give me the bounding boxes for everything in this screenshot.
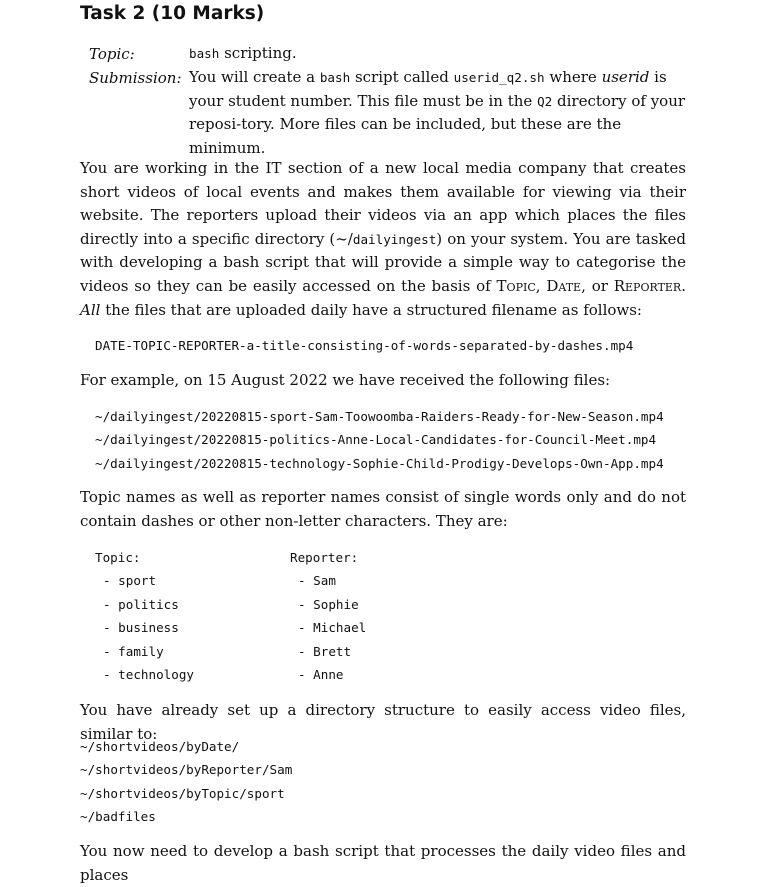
submission-text-3: where	[544, 68, 602, 86]
directory-line: ~/shortvideos/byTopic/sport	[80, 786, 285, 801]
intro-paragraph	[80, 157, 686, 322]
example-text: For example, on 15 August 2022 we have received the following files:	[80, 371, 611, 389]
directory-line: ~/badfiles	[80, 809, 156, 824]
topic-item: - business	[103, 620, 179, 635]
submission-text-5: directory of your reposi-tory. More files can be included, but these are the minimum.	[189, 91, 686, 157]
intro-text-1: You are working in the IT section of a new local media company that creates short videos of local events and makes them available for viewing via their website. The reporters upload their videos via an app which places the files directly into a specific directory (~/	[80, 159, 686, 248]
topic-label: Topic:	[89, 45, 135, 63]
submission-value	[189, 66, 689, 160]
topic-code: bash	[189, 46, 220, 61]
task-heading: Task 2 (10 Marks)	[80, 3, 265, 24]
example-file-1: ~/dailyingest/20220815-sport-Sam-Toowoomba-Raiders-Ready-for-New-Season.mp4	[95, 409, 664, 424]
topic-rest: scripting.	[219, 44, 297, 62]
intro-comma-2: , or	[581, 276, 614, 295]
example-file-3: ~/dailyingest/20220815-technology-Sophie-Child-Prodigy-Develops-Own-App.mp4	[95, 456, 664, 471]
reporter-item: - Anne	[298, 667, 344, 682]
topic-item: - sport	[103, 573, 157, 588]
submission-code-dir: Q2	[537, 93, 553, 109]
final-text: You now need to develop a bash script that processes the daily video files and places	[80, 842, 686, 884]
reporter-item: - Brett	[298, 644, 352, 659]
example-file-2: ~/dailyingest/20220815-politics-Anne-Local-Candidates-for-Council-Meet.mp4	[95, 432, 657, 447]
intro-text-3: .	[681, 276, 686, 295]
topic-item: - technology	[103, 667, 194, 682]
submission-label: Submission:	[89, 69, 182, 87]
submission-text-1: You will create a	[189, 68, 320, 86]
intro-text-2: ) on your system. You are tasked with developing a bash script that will provide a simple way to categorise the videos so they can be easily accessed on the basis of	[80, 229, 686, 295]
directory-line: ~/shortvideos/byDate/	[80, 739, 240, 754]
submission-userid: userid	[601, 68, 650, 86]
submission-text-4: is your student number. This file must be in the	[189, 68, 667, 110]
submission-code-bash: bash	[319, 70, 351, 85]
names-text: Topic names as well as reporter names consist of single words only and do not contain dashes or other non-letter characters. They are:	[80, 488, 686, 530]
topic-value	[189, 42, 689, 66]
intro-topic-sc: Topic	[496, 276, 536, 295]
reporter-item: - Michael	[298, 620, 367, 635]
directory-text: You have already set up a directory structure to easily access video files, similar to:	[80, 701, 686, 743]
intro-comma-1: ,	[535, 276, 547, 295]
intro-all-italic: All	[80, 300, 101, 319]
filename-format: DATE-TOPIC-REPORTER-a-title-consisting-of-words-separated-by-dashes.mp4	[95, 338, 634, 353]
intro-code-dailyingest: dailyingest	[352, 231, 437, 247]
topic-header: Topic:	[95, 550, 141, 565]
reporter-item: - Sam	[298, 573, 336, 588]
reporter-item: - Sophie	[298, 597, 359, 612]
topic-item: - family	[103, 644, 164, 659]
intro-date-sc: Date	[546, 276, 582, 295]
intro-text-4: the files that are uploaded daily have a structured filename as follows:	[100, 300, 642, 319]
submission-text-2: script called	[350, 68, 454, 86]
directory-line: ~/shortvideos/byReporter/Sam	[80, 762, 293, 777]
topic-item: - politics	[103, 597, 179, 612]
reporter-header: Reporter:	[290, 550, 359, 565]
submission-code-filename: userid_q2.sh	[453, 70, 545, 85]
intro-reporter-sc: Reporter	[613, 276, 682, 295]
